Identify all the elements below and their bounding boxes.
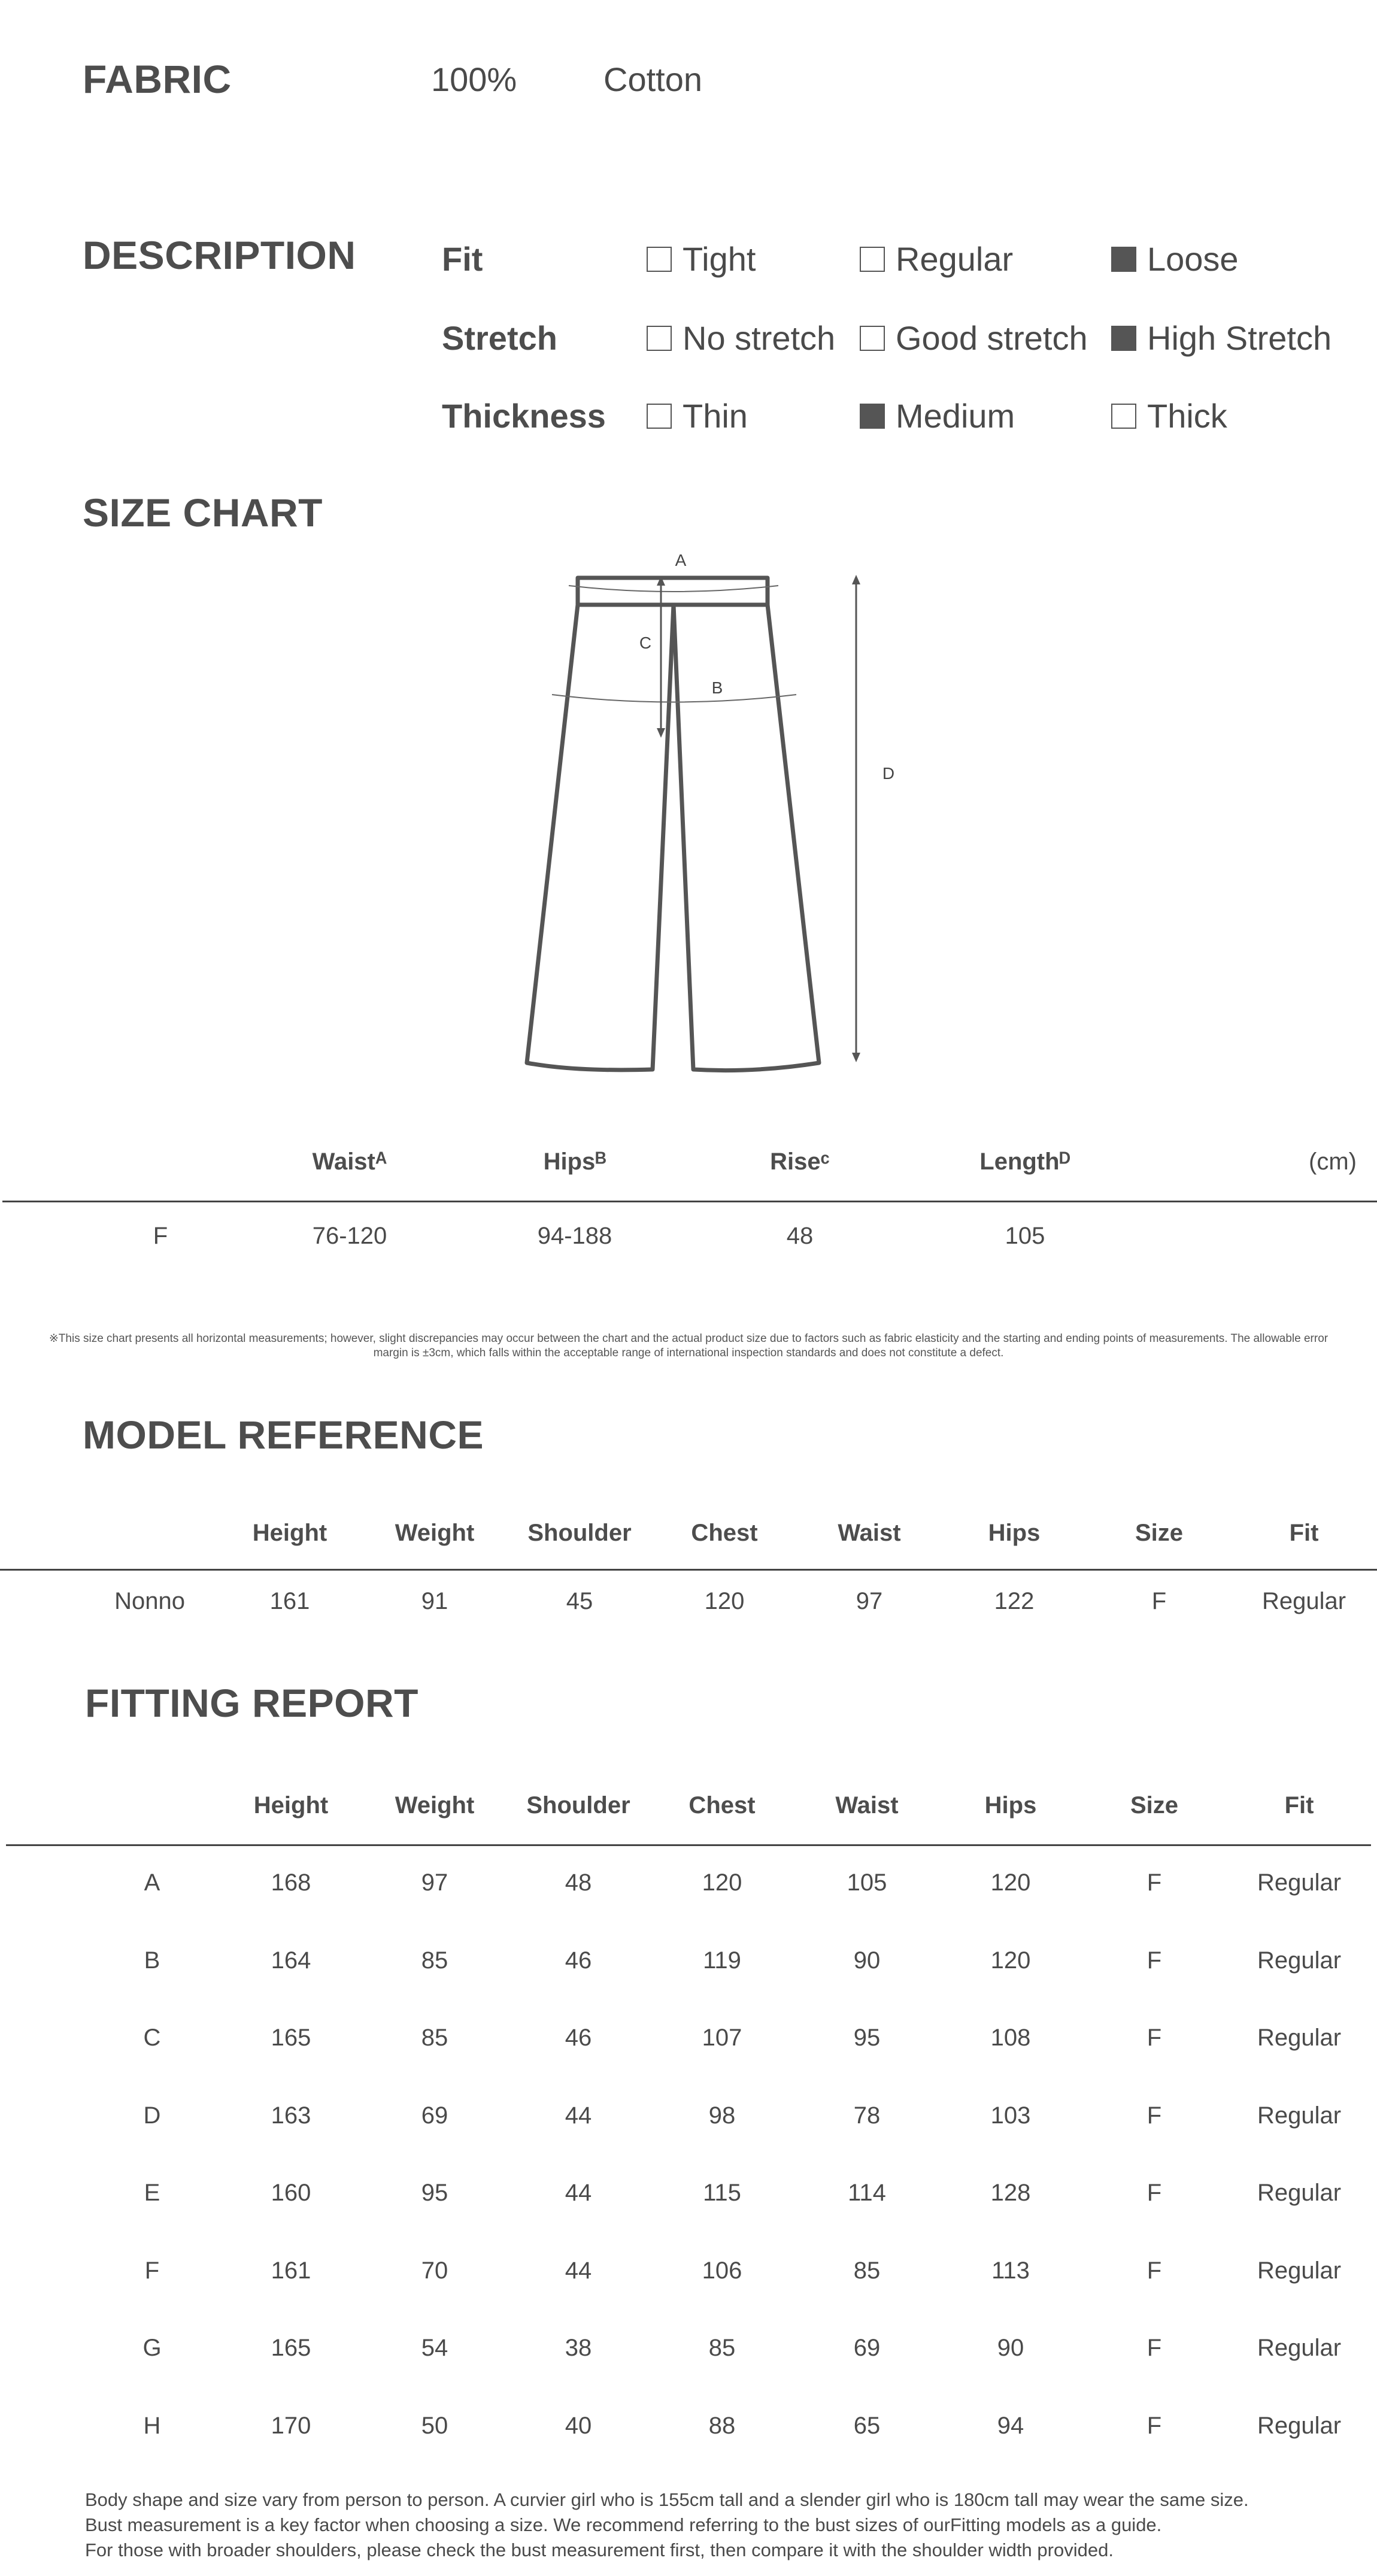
fabric-percent: 100%	[431, 60, 517, 98]
size-disclaimer-line1: ※This size chart presents all horizontal measurements; however, slight discrepancies may occur between the chart and the actual product size due to factors such as fabric elasticity and the starting and ending points of measurements. The allowable error	[48, 1332, 1329, 1345]
fitting-cell-fit: Regular	[1257, 2257, 1342, 2284]
fitting-cell-height: 170	[271, 2413, 311, 2439]
model-waist: 97	[856, 1588, 883, 1614]
fitting-cell-weight: 70	[421, 2257, 448, 2284]
model-hips: 122	[994, 1588, 1035, 1614]
fitting-cell-fit: Regular	[1257, 2180, 1342, 2206]
fitting-cell-hips: 128	[990, 2180, 1031, 2206]
pants-diagram	[0, 539, 1377, 1090]
fitting-header-weight: Weight	[395, 1792, 475, 1819]
fitting-cell-shoulder: 44	[565, 2180, 592, 2206]
fitting-cell-size: F	[1147, 2335, 1162, 2361]
fitting-cell-height: 168	[271, 1869, 311, 1896]
model-table-rule	[0, 1569, 1377, 1571]
fitting-cell-hips: 108	[990, 2025, 1031, 2051]
model-header-hips: Hips	[988, 1520, 1041, 1546]
fitting-cell-chest: 119	[703, 1947, 741, 1974]
fitting-cell-fit: Regular	[1257, 1947, 1342, 1974]
checkbox-icon	[1111, 404, 1136, 429]
fitting-table-rule	[6, 1844, 1371, 1846]
size-waist-value: 76-120	[312, 1223, 387, 1249]
size-header-waist: Waistᴬ	[312, 1148, 387, 1175]
model-header-height: Height	[252, 1520, 327, 1546]
checkbox-icon	[647, 326, 672, 351]
fitting-cell-fit: Regular	[1257, 2413, 1342, 2439]
fitting-cell-chest: 85	[708, 2335, 736, 2361]
thickness-label: Thickness	[442, 397, 606, 435]
thickness-option-thick: Thick	[1111, 396, 1227, 435]
measure-c-label: C	[639, 634, 652, 652]
fabric-title: FABRIC	[83, 57, 232, 101]
fitting-cell-size: F	[1147, 2180, 1162, 2206]
measure-d-arrow	[852, 575, 860, 1062]
fitting-header-hips: Hips	[984, 1792, 1037, 1819]
checkbox-checked-icon	[1111, 247, 1136, 272]
fitting-row-label: B	[144, 1947, 160, 1974]
fitting-cell-size: F	[1147, 2025, 1162, 2051]
description-title: DESCRIPTION	[83, 233, 356, 277]
model-weight: 91	[421, 1588, 448, 1614]
fitting-cell-shoulder: 40	[565, 2413, 592, 2439]
fitting-report-title: FITTING REPORT	[85, 1681, 418, 1725]
stretch-option-good: Good stretch	[860, 319, 1088, 357]
fitting-cell-height: 165	[271, 2335, 311, 2361]
fitting-cell-fit: Regular	[1257, 2025, 1342, 2051]
fitting-cell-waist: 114	[848, 2180, 886, 2206]
fitting-cell-shoulder: 44	[565, 2102, 592, 2129]
fitting-cell-hips: 120	[990, 1947, 1031, 1974]
fitting-row-label: E	[144, 2180, 160, 2206]
fit-option-regular: Regular	[860, 240, 1013, 278]
fitting-note: For those with broader shoulders, please check the bust measurement first, then compare it with the shoulder width provided.	[85, 2539, 1114, 2560]
fitting-cell-waist: 65	[853, 2413, 881, 2439]
fitting-cell-height: 165	[271, 2025, 311, 2051]
checkbox-icon	[860, 326, 885, 351]
fitting-cell-height: 164	[271, 1947, 311, 1974]
measure-b-label: B	[711, 678, 723, 697]
fitting-cell-size: F	[1147, 2257, 1162, 2284]
fit-label: Fit	[442, 240, 483, 278]
measure-c-arrow	[657, 576, 665, 738]
size-header-rise: Riseᶜ	[770, 1148, 830, 1175]
measure-b-line	[552, 695, 796, 702]
fitting-row-label: F	[144, 2257, 160, 2284]
fitting-cell-shoulder: 44	[565, 2257, 592, 2284]
size-disclaimer	[5, 1332, 1372, 1360]
checkbox-checked-icon	[1111, 326, 1136, 351]
fitting-cell-shoulder: 48	[565, 1869, 592, 1896]
model-header-chest: Chest	[691, 1520, 758, 1546]
size-header-hips: Hipsᴮ	[543, 1148, 606, 1175]
fitting-note: Bust measurement is a key factor when choosing a size. We recommend referring to the bust sizes of ourFitting models as a guide.	[85, 2514, 1162, 2535]
fitting-row-label: G	[142, 2335, 162, 2361]
thickness-option-medium: Medium	[860, 396, 1015, 435]
model-chest: 120	[704, 1588, 745, 1614]
measure-d-label: D	[882, 764, 895, 783]
size-length-value: 105	[1005, 1223, 1045, 1249]
fitting-cell-waist: 85	[853, 2257, 881, 2284]
fitting-cell-fit: Regular	[1257, 2335, 1342, 2361]
fitting-cell-waist: 90	[853, 1947, 881, 1974]
fitting-cell-weight: 50	[421, 2413, 448, 2439]
size-row-label: F	[153, 1223, 168, 1249]
model-header-waist: Waist	[838, 1520, 901, 1546]
fitting-cell-chest: 107	[702, 2025, 742, 2051]
size-unit: (cm)	[1309, 1148, 1357, 1175]
checkbox-icon	[647, 247, 672, 272]
fitting-cell-size: F	[1147, 2102, 1162, 2129]
fitting-cell-fit: Regular	[1257, 1869, 1342, 1896]
fitting-cell-waist: 105	[847, 1869, 887, 1896]
fitting-cell-size: F	[1147, 1869, 1162, 1896]
fitting-header-waist: Waist	[835, 1792, 899, 1819]
fitting-cell-waist: 78	[853, 2102, 881, 2129]
size-disclaimer-line2: margin is ±3cm, which falls within the acceptable range of international inspection standards and does not constitute a defect.	[373, 1347, 1004, 1359]
fitting-cell-chest: 106	[702, 2257, 742, 2284]
model-height: 161	[269, 1588, 310, 1614]
fit-option-loose: Loose	[1111, 240, 1239, 278]
checkbox-icon	[860, 247, 885, 272]
fitting-row-label: D	[143, 2102, 161, 2129]
fitting-cell-weight: 54	[421, 2335, 448, 2361]
fitting-cell-waist: 69	[853, 2335, 881, 2361]
model-header-weight: Weight	[395, 1520, 475, 1546]
fitting-cell-fit: Regular	[1257, 2102, 1342, 2129]
fitting-cell-height: 163	[271, 2102, 311, 2129]
stretch-option-high: High Stretch	[1111, 319, 1331, 357]
fitting-header-size: Size	[1130, 1792, 1179, 1819]
fitting-header-fit: Fit	[1284, 1792, 1314, 1819]
measure-a-line	[569, 586, 778, 592]
size-header-length: Lengthᴰ	[979, 1148, 1070, 1175]
fabric-material: Cotton	[603, 60, 702, 98]
fitting-header-chest: Chest	[688, 1792, 756, 1819]
model-header-shoulder: Shoulder	[527, 1520, 632, 1546]
size-rise-value: 48	[786, 1223, 814, 1249]
fitting-cell-hips: 94	[997, 2413, 1024, 2439]
fitting-cell-weight: 95	[421, 2180, 448, 2206]
fitting-cell-height: 160	[271, 2180, 311, 2206]
fitting-row-label: A	[144, 1869, 160, 1896]
thickness-option-thin: Thin	[647, 396, 748, 435]
checkbox-checked-icon	[860, 404, 885, 429]
fitting-cell-chest: 88	[708, 2413, 736, 2439]
model-header-size: Size	[1135, 1520, 1184, 1546]
measure-a-label: A	[675, 551, 687, 569]
fitting-notes	[85, 2487, 1249, 2563]
stretch-option-no: No stretch	[647, 319, 835, 357]
pants-outline	[527, 578, 819, 1071]
model-header-fit: Fit	[1289, 1520, 1319, 1546]
model-shoulder: 45	[566, 1588, 593, 1614]
fitting-cell-hips: 90	[997, 2335, 1024, 2361]
model-reference-title: MODEL REFERENCE	[83, 1413, 484, 1457]
fitting-header-shoulder: Shoulder	[526, 1792, 630, 1819]
fitting-cell-weight: 69	[421, 2102, 448, 2129]
fitting-cell-hips: 103	[990, 2102, 1031, 2129]
fitting-cell-size: F	[1147, 1947, 1162, 1974]
fitting-cell-height: 161	[271, 2257, 311, 2284]
fitting-cell-waist: 95	[853, 2025, 881, 2051]
fitting-header-height: Height	[253, 1792, 329, 1819]
fitting-cell-weight: 85	[421, 1947, 448, 1974]
fitting-cell-shoulder: 46	[565, 1947, 592, 1974]
fitting-cell-hips: 113	[991, 2257, 1030, 2284]
checkbox-icon	[647, 404, 672, 429]
fitting-note: Body shape and size vary from person to person. A curvier girl who is 155cm tall and a slender girl who is 180cm tall may wear the same size.	[85, 2489, 1249, 2510]
fitting-cell-size: F	[1147, 2413, 1162, 2439]
size-chart-title: SIZE CHART	[83, 490, 323, 535]
fitting-cell-chest: 120	[702, 1869, 742, 1896]
fitting-row-label: H	[143, 2413, 161, 2439]
fit-option-tight: Tight	[647, 240, 756, 278]
fitting-cell-hips: 120	[990, 1869, 1031, 1896]
stretch-label: Stretch	[442, 319, 557, 357]
fitting-cell-weight: 85	[421, 2025, 448, 2051]
model-fit: Regular	[1261, 1588, 1346, 1614]
model-size: F	[1151, 1588, 1167, 1614]
fitting-row-label: C	[143, 2025, 161, 2051]
model-name: Nonno	[114, 1588, 185, 1614]
fitting-cell-shoulder: 46	[565, 2025, 592, 2051]
size-table-rule	[2, 1201, 1377, 1202]
size-hips-value: 94-188	[537, 1223, 612, 1249]
fitting-cell-chest: 98	[708, 2102, 736, 2129]
fitting-cell-weight: 97	[421, 1869, 448, 1896]
fitting-cell-shoulder: 38	[565, 2335, 592, 2361]
fitting-cell-chest: 115	[703, 2180, 741, 2206]
